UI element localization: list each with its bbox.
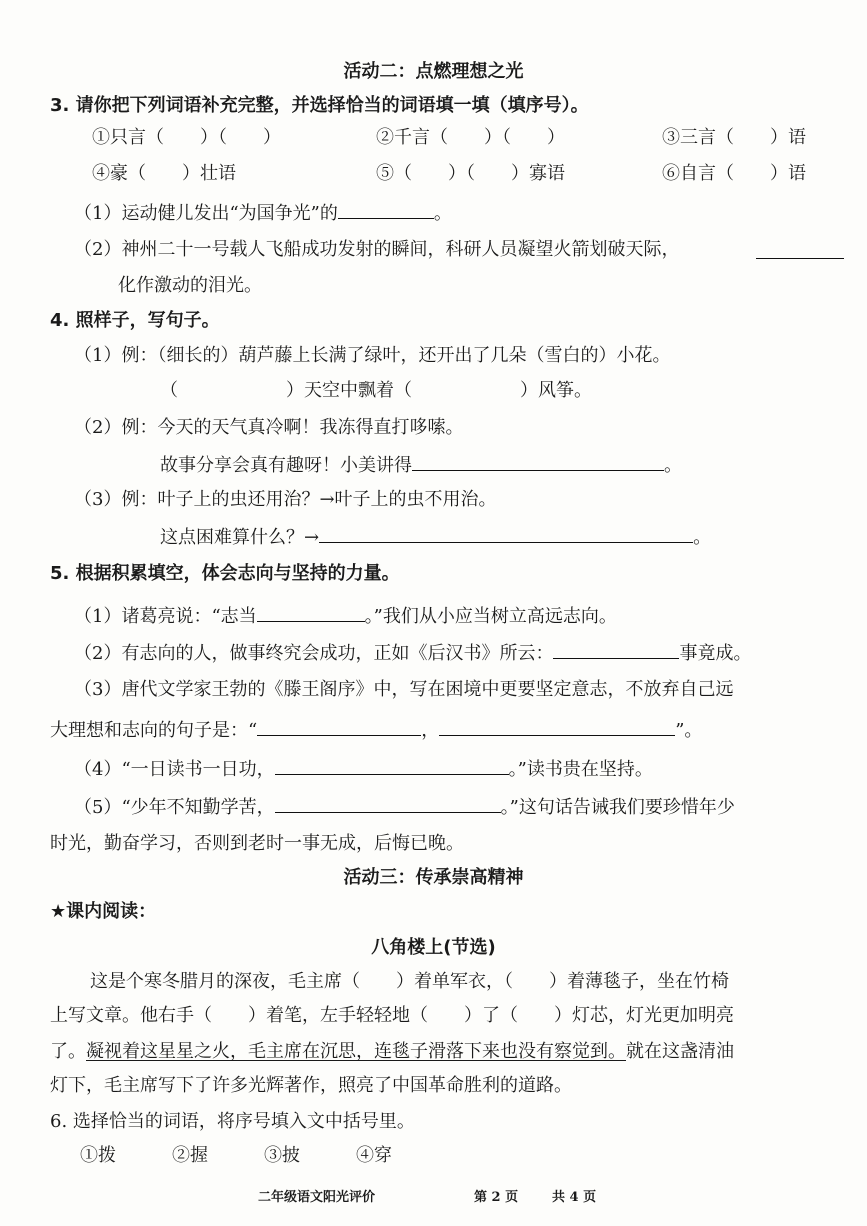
q5-sentence-4: [74, 756, 653, 782]
reading-paragraph-line-2: 上写文章。他右手（ ）着笔，左手轻轻地（ ）了（ ）灯芯，灯光更加明亮: [50, 1005, 734, 1026]
q5-s5-blank[interactable]: [275, 794, 501, 813]
q6-stem: 6. 选择恰当的词语，将序号填入文中括号里。: [50, 1111, 415, 1132]
reading-p3-end: 就在这盏清油: [626, 1041, 734, 1062]
q5-sentence-5-line2: 时光，勤奋学习，否则到老时一事无成，后悔已晚。: [50, 833, 464, 854]
q5-s5-end: 。”这句话告诫我们要珍惜年少: [500, 797, 735, 818]
q5-s1-end: 。”我们从小应当树立高远志向。: [364, 606, 617, 627]
q5-sentence-1: [74, 603, 617, 629]
q4-ans3-text: 这点困难算什么？→: [160, 527, 320, 548]
reading-paragraph-line-4: 灯下，毛主席写下了许多光辉著作，照亮了中国革命胜利的道路。: [50, 1075, 572, 1096]
q4-example-3: （3）例：叶子上的虫还用治？→叶子上的虫不用治。: [74, 489, 497, 510]
q6-option-1: ①拨: [80, 1145, 116, 1166]
reading-paragraph-line-3: [50, 1040, 734, 1064]
q5-s3-blank-2[interactable]: [439, 717, 675, 736]
footer-total: 共 4 页: [552, 1190, 597, 1205]
reading-underlined-sentence: 凝视着这星星之火，毛主席在沉思，连毯子滑落下来也没有察觉到。: [86, 1041, 626, 1062]
q4-example-2: （2）例：今天的天气真冷啊！我冻得直打哆嗦。: [74, 417, 464, 438]
q3-sentence-1: [74, 200, 452, 226]
q3-item-5: ⑤（ ）（ ）寡语: [376, 163, 565, 184]
q5-sentence-3: （3）唐代文学家王勃的《滕王阁序》中，写在困境中更要坚定意志，不放弃自己远: [74, 679, 734, 700]
q3-item-3: ③三言（ ）语: [662, 127, 806, 148]
q3-item-6: ⑥自言（ ）语: [662, 163, 806, 184]
q5-sentence-3-line2: [50, 717, 702, 743]
q5-s1-text: （1）诸葛亮说：“志当: [74, 606, 257, 627]
activity3-title: 活动三：传承崇高精神: [343, 867, 524, 888]
q4-ans2-text: 故事分享会真有趣呀！小美讲得: [160, 455, 412, 476]
q4-ans2-end: 。: [664, 455, 682, 476]
q5-s4-end: 。”读书贵在坚持。: [508, 759, 653, 780]
q3-s2-blank[interactable]: [756, 240, 844, 259]
q3-sentence-2: [74, 238, 679, 262]
q3-s1-end: 。: [433, 203, 452, 224]
activity2-title: 活动二：点燃理想之光: [343, 61, 524, 82]
q5-s3-blank-1[interactable]: [257, 717, 421, 736]
q4-answer-1[interactable]: （ ）天空中飘着（ ）风筝。: [160, 380, 592, 401]
q6-option-3: ③披: [264, 1145, 300, 1166]
q3-s2-line2: 化作激动的泪光。: [118, 275, 262, 296]
q4-answer-2: [160, 452, 682, 478]
q3-s1-blank[interactable]: [338, 200, 434, 219]
q5-s3-end: ”。: [675, 720, 703, 741]
q5-s3-text: 大理想和志向的句子是：“: [50, 720, 258, 741]
q4-example-1: （1）例：（细长的）葫芦藤上长满了绿叶，还开出了几朵（雪白的）小花。: [74, 345, 671, 366]
q5-s2-end: 事竟成。: [679, 643, 752, 664]
q3-s2-text: （2）神州二十一号载人飞船成功发射的瞬间，科研人员凝望火箭划破天际，: [74, 239, 680, 260]
q5-s1-blank[interactable]: [257, 603, 365, 622]
reading-paragraph-line-1: 这是个寒冬腊月的深夜，毛主席（ ）着单军衣，（ ）着薄毯子，坐在竹椅: [90, 971, 729, 992]
q3-stem: 3. 请你把下列词语补充完整，并选择恰当的词语填一填（填序号）。: [50, 95, 589, 116]
q3-item-1: ①只言（ ）（ ）: [92, 127, 281, 148]
q6-option-2: ②握: [172, 1145, 208, 1166]
q5-s2-text: （2）有志向的人，做事终究会成功，正如《后汉书》所云：: [74, 643, 554, 664]
reading-title: 八角楼上(节选): [371, 937, 496, 958]
q3-item-2: ②千言（ ）（ ）: [376, 127, 565, 148]
footer-page: 第 2 页: [474, 1190, 519, 1205]
q4-ans3-blank[interactable]: [319, 524, 693, 543]
q4-ans3-end: 。: [693, 527, 712, 548]
q3-s1-text: （1）运动健儿发出“为国争光”的: [74, 203, 338, 224]
q5-s3-comma: ，: [421, 720, 440, 741]
q4-stem: 4. 照样子，写句子。: [50, 310, 220, 331]
q5-sentence-5: [74, 794, 735, 820]
q6-option-4: ④穿: [356, 1145, 392, 1166]
q4-ans2-blank[interactable]: [412, 452, 664, 471]
reading-p3-start: 了。: [50, 1041, 86, 1062]
q5-s5-text: （5）“少年不知勤学苦，: [74, 797, 275, 818]
q4-answer-3: [160, 524, 711, 550]
q5-sentence-2: [74, 640, 751, 666]
q5-s4-blank[interactable]: [275, 756, 509, 775]
reading-label: ★课内阅读：: [50, 901, 157, 922]
q3-item-4: ④豪（ ）壮语: [92, 163, 236, 184]
q5-s2-blank[interactable]: [553, 640, 679, 659]
footer-subject: 二年级语文阳光评价: [258, 1190, 376, 1205]
q5-s4-text: （4）“一日读书一日功，: [74, 759, 275, 780]
q5-stem: 5. 根据积累填空，体会志向与坚持的力量。: [50, 563, 400, 584]
